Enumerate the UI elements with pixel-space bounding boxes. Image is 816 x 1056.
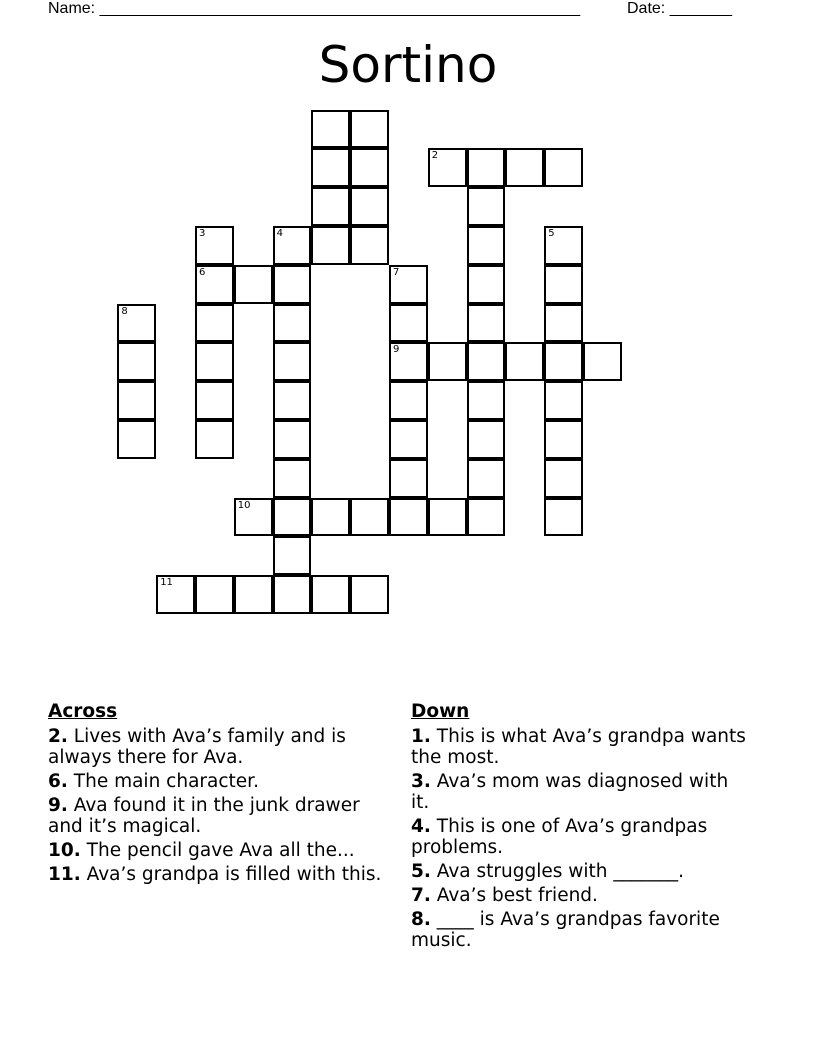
grid-cell[interactable] (350, 226, 389, 265)
grid-cell[interactable] (467, 226, 506, 265)
clue-number: 5 (548, 228, 555, 239)
grid-cell[interactable] (195, 265, 234, 304)
clue-number: 10 (237, 499, 251, 511)
grid-cell[interactable] (544, 420, 583, 459)
grid-cell[interactable] (273, 420, 312, 459)
clue-number: 7 (393, 266, 400, 278)
grid-cell[interactable] (117, 381, 156, 420)
grid-cell[interactable] (389, 459, 428, 498)
grid-cell[interactable] (273, 304, 312, 343)
grid-cell[interactable] (273, 342, 312, 381)
grid-cell[interactable] (467, 304, 506, 343)
grid-cell[interactable] (467, 187, 506, 226)
grid-cell[interactable] (311, 148, 350, 187)
puzzle-title: Sortino (318, 36, 498, 94)
grid-cell[interactable] (467, 265, 506, 304)
across-clue: 9. Ava found it in the junk drawer and it’s magical. (48, 795, 360, 837)
grid-cell[interactable] (544, 148, 583, 187)
across-clue: 6. The main character. (48, 771, 259, 792)
grid-cell[interactable] (117, 342, 156, 381)
down-heading: Down (411, 701, 470, 722)
grid-cell[interactable] (544, 265, 583, 304)
grid-cell[interactable] (273, 575, 312, 614)
grid-cell[interactable] (467, 459, 506, 498)
grid-cell[interactable] (234, 265, 273, 304)
grid-cell[interactable] (467, 498, 506, 537)
grid-cell[interactable] (467, 148, 506, 187)
grid-cell[interactable] (389, 420, 428, 459)
grid-cell[interactable] (117, 304, 156, 343)
grid-cell[interactable] (350, 575, 389, 614)
grid-cell[interactable] (544, 342, 583, 381)
grid-cell[interactable] (195, 226, 234, 265)
down-clues (411, 701, 751, 954)
name-field-label: Name: ______________________________________________________ (48, 0, 581, 17)
clue-number: 11 (160, 577, 173, 589)
grid-cell[interactable] (428, 498, 467, 537)
grid-cell[interactable] (273, 381, 312, 420)
clue-number: 8 (121, 305, 128, 317)
grid-cell[interactable] (428, 148, 467, 187)
down-clue: 3. Ava’s mom was diagnosed with it. (411, 771, 729, 813)
across-clues (48, 701, 388, 888)
grid-cell[interactable] (156, 575, 195, 614)
grid-cell[interactable] (350, 498, 389, 537)
grid-cell[interactable] (273, 459, 312, 498)
grid-cell[interactable] (195, 420, 234, 459)
down-clue: 4. This is one of Ava’s grandpas problems. (411, 816, 708, 858)
grid-cell[interactable] (467, 381, 506, 420)
grid-cell[interactable] (117, 420, 156, 459)
grid-cell[interactable] (389, 498, 428, 537)
grid-cell[interactable] (273, 265, 312, 304)
grid-cell[interactable] (234, 498, 273, 537)
grid-cell[interactable] (583, 342, 622, 381)
grid-cell[interactable] (234, 575, 273, 614)
grid-cell[interactable] (389, 304, 428, 343)
grid-cell[interactable] (311, 110, 350, 149)
across-clue: 11. Ava’s grandpa is filled with this. (48, 864, 382, 885)
clue-number: 6 (199, 266, 206, 278)
date-field-label: Date: _______ (627, 0, 732, 17)
grid-cell[interactable] (350, 187, 389, 226)
grid-cell[interactable] (505, 342, 544, 381)
grid-cell[interactable] (350, 110, 389, 149)
grid-cell[interactable] (195, 575, 234, 614)
grid-cell[interactable] (544, 459, 583, 498)
grid-cell[interactable] (389, 265, 428, 304)
grid-cell[interactable] (350, 148, 389, 187)
clue-number: 2 (431, 150, 439, 162)
grid-cell[interactable] (311, 187, 350, 226)
across-clue: 10. The pencil gave Ava all the... (48, 840, 355, 861)
grid-cell[interactable] (389, 381, 428, 420)
down-clue: 8. ____ is Ava’s grandpas favorite music. (411, 909, 720, 951)
down-clue: 5. Ava struggles with _______. (411, 861, 685, 882)
grid-cell[interactable] (273, 226, 312, 265)
clue-number: 9 (393, 344, 400, 356)
grid-cell[interactable] (311, 226, 350, 265)
grid-cell[interactable] (311, 575, 350, 614)
clue-number: 3 (199, 228, 206, 239)
grid-cell[interactable] (544, 226, 583, 265)
across-clue: 2. Lives with Ava’s family and is always there for Ava. (48, 726, 346, 768)
grid-cell[interactable] (195, 342, 234, 381)
grid-cell[interactable] (273, 498, 312, 537)
grid-cell[interactable] (505, 148, 544, 187)
grid-cell[interactable] (544, 304, 583, 343)
grid-cell[interactable] (544, 381, 583, 420)
down-clue: 1. This is what Ava’s grandpa wants the most. (411, 726, 746, 768)
grid-cell[interactable] (428, 342, 467, 381)
grid-cell[interactable] (195, 381, 234, 420)
grid-cell[interactable] (467, 420, 506, 459)
grid-cell[interactable] (467, 342, 506, 381)
grid-cell[interactable] (544, 498, 583, 537)
grid-cell[interactable] (389, 342, 428, 381)
grid-cell[interactable] (311, 498, 350, 537)
grid-cell[interactable] (273, 536, 312, 575)
clue-number: 4 (276, 228, 283, 239)
grid-cell[interactable] (195, 304, 234, 343)
across-heading: Across (48, 701, 118, 722)
down-clue: 7. Ava’s best friend. (411, 885, 598, 906)
